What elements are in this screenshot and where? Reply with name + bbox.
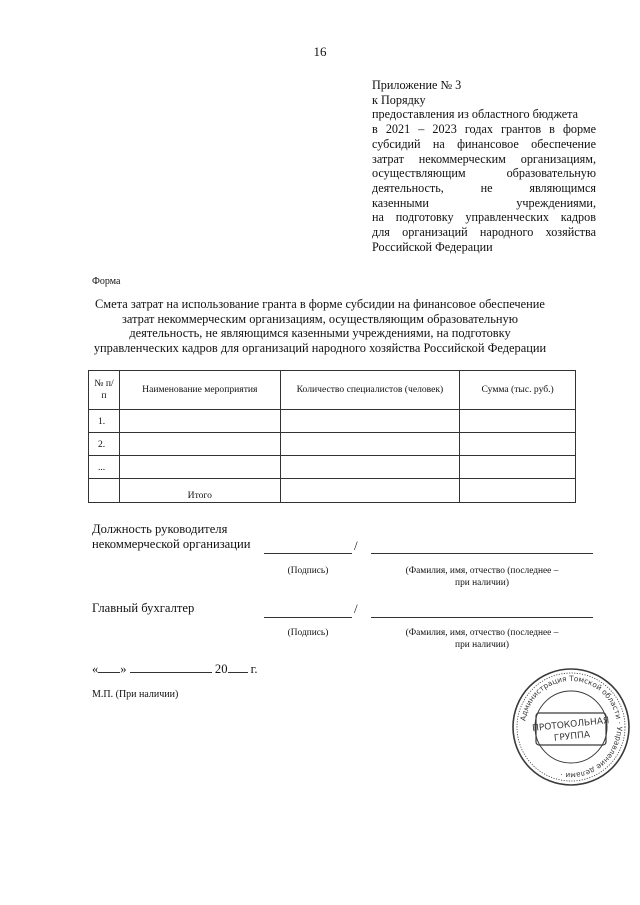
head-name-line[interactable] [371,553,593,554]
column-header-activity: Наименование мероприятия [119,371,280,410]
signature-caption: (Подпись) [287,628,329,638]
page-number: 16 [313,44,327,59]
budget-table [88,370,576,503]
column-header-specialists: Количество специалистов (человек) [280,371,460,410]
name-caption-line: (Фамилия, имя, отчество (последнее – [405,566,559,576]
row-number: ... [89,456,120,479]
specialists-cell[interactable] [280,410,460,433]
amount-cell[interactable] [460,410,576,433]
specialists-cell[interactable] [280,456,460,479]
activity-cell[interactable] [119,433,280,456]
table-row [89,433,576,456]
name-caption-line: (Фамилия, имя, отчество (последнее – [405,628,559,638]
total-specialists-cell[interactable] [280,479,460,503]
appendix-line: к Порядку [372,92,426,107]
appendix-line: осуществляющим образовательную [372,166,596,181]
activity-cell[interactable] [119,410,280,433]
appendix-line: субсидий на финансовое обеспечение [372,136,596,151]
name-caption-line: при наличии) [455,640,509,650]
appendix-line: Российской Федерации [372,239,493,254]
date-suffix: г. [250,662,258,676]
name-caption-line: при наличии) [455,578,509,588]
date-close-quote: » [120,662,127,676]
name-caption [371,565,593,589]
activity-cell[interactable] [119,456,280,479]
column-header-number: № п/п [89,371,120,410]
title-line: деятельность, не являющимся казенными учреждениями, на подготовку [129,326,511,341]
stamp-ring-textpath: Администрация Томской области · Управление делами · [518,673,625,781]
row-number: 2. [89,433,120,456]
appendix-line: на подготовку управленческих кадров [372,210,596,225]
date-year-blank[interactable] [228,662,248,673]
appendix-line: казенными учреждениями, [372,195,596,210]
head-position-label [92,522,250,552]
row-number: 1. [89,410,120,433]
appendix-heading [372,78,596,254]
amount-cell[interactable] [460,433,576,456]
appendix-line: для организаций народного хозяйства [372,225,596,240]
date-day-blank[interactable] [98,662,120,673]
date-year-prefix: 20 [214,662,228,676]
table-row [89,456,576,479]
separator-slash: / [354,601,358,616]
appendix-line: деятельность, не являющимся [372,180,596,195]
total-amount-cell[interactable] [460,479,576,503]
appendix-line: затрат некоммерческим организациям, [372,151,596,166]
title-line: затрат некоммерческим организациям, осуществляющим образовательную [122,311,518,326]
column-header-amount: Сумма (тыс. руб.) [460,371,576,410]
head-label-line: Должность руководителя [92,522,228,536]
seal-note: М.П. (При наличии) [92,689,179,700]
stamp-center-line-2: ГРУППА [553,730,591,744]
date-line [92,662,258,677]
table-total-row [89,479,576,503]
appendix-line: Приложение № 3 [372,78,462,92]
table-header-row [89,371,576,410]
form-label: Форма [92,276,121,287]
total-label: Итого [119,479,280,503]
date-month-blank[interactable] [130,662,212,673]
accountant-signature-line[interactable] [264,617,352,618]
title-line: Смета затрат на использование гранта в форме субсидии на финансовое обеспечение [95,297,545,311]
official-stamp [510,666,632,788]
name-caption [371,627,593,651]
head-signature-line[interactable] [264,553,352,554]
stamp-center-line-1: ПРОТОКОЛЬНАЯ [531,715,610,735]
document-title [80,297,560,356]
title-line: управленческих кадров для организаций народного хозяйства Российской Федерации [93,341,547,356]
accountant-label: Главный бухгалтер [92,601,195,615]
head-label-line: некоммерческой организации [92,537,251,551]
specialists-cell[interactable] [280,433,460,456]
appendix-line: предоставления из областного бюджета [372,107,579,122]
accountant-name-line[interactable] [371,617,593,618]
separator-slash: / [354,538,358,553]
amount-cell[interactable] [460,456,576,479]
table-row [89,410,576,433]
date-open-quote: « [92,662,99,676]
signature-caption: (Подпись) [287,566,329,576]
total-number-cell [89,479,120,503]
appendix-line: в 2021 – 2023 годах грантов в форме [372,122,596,137]
